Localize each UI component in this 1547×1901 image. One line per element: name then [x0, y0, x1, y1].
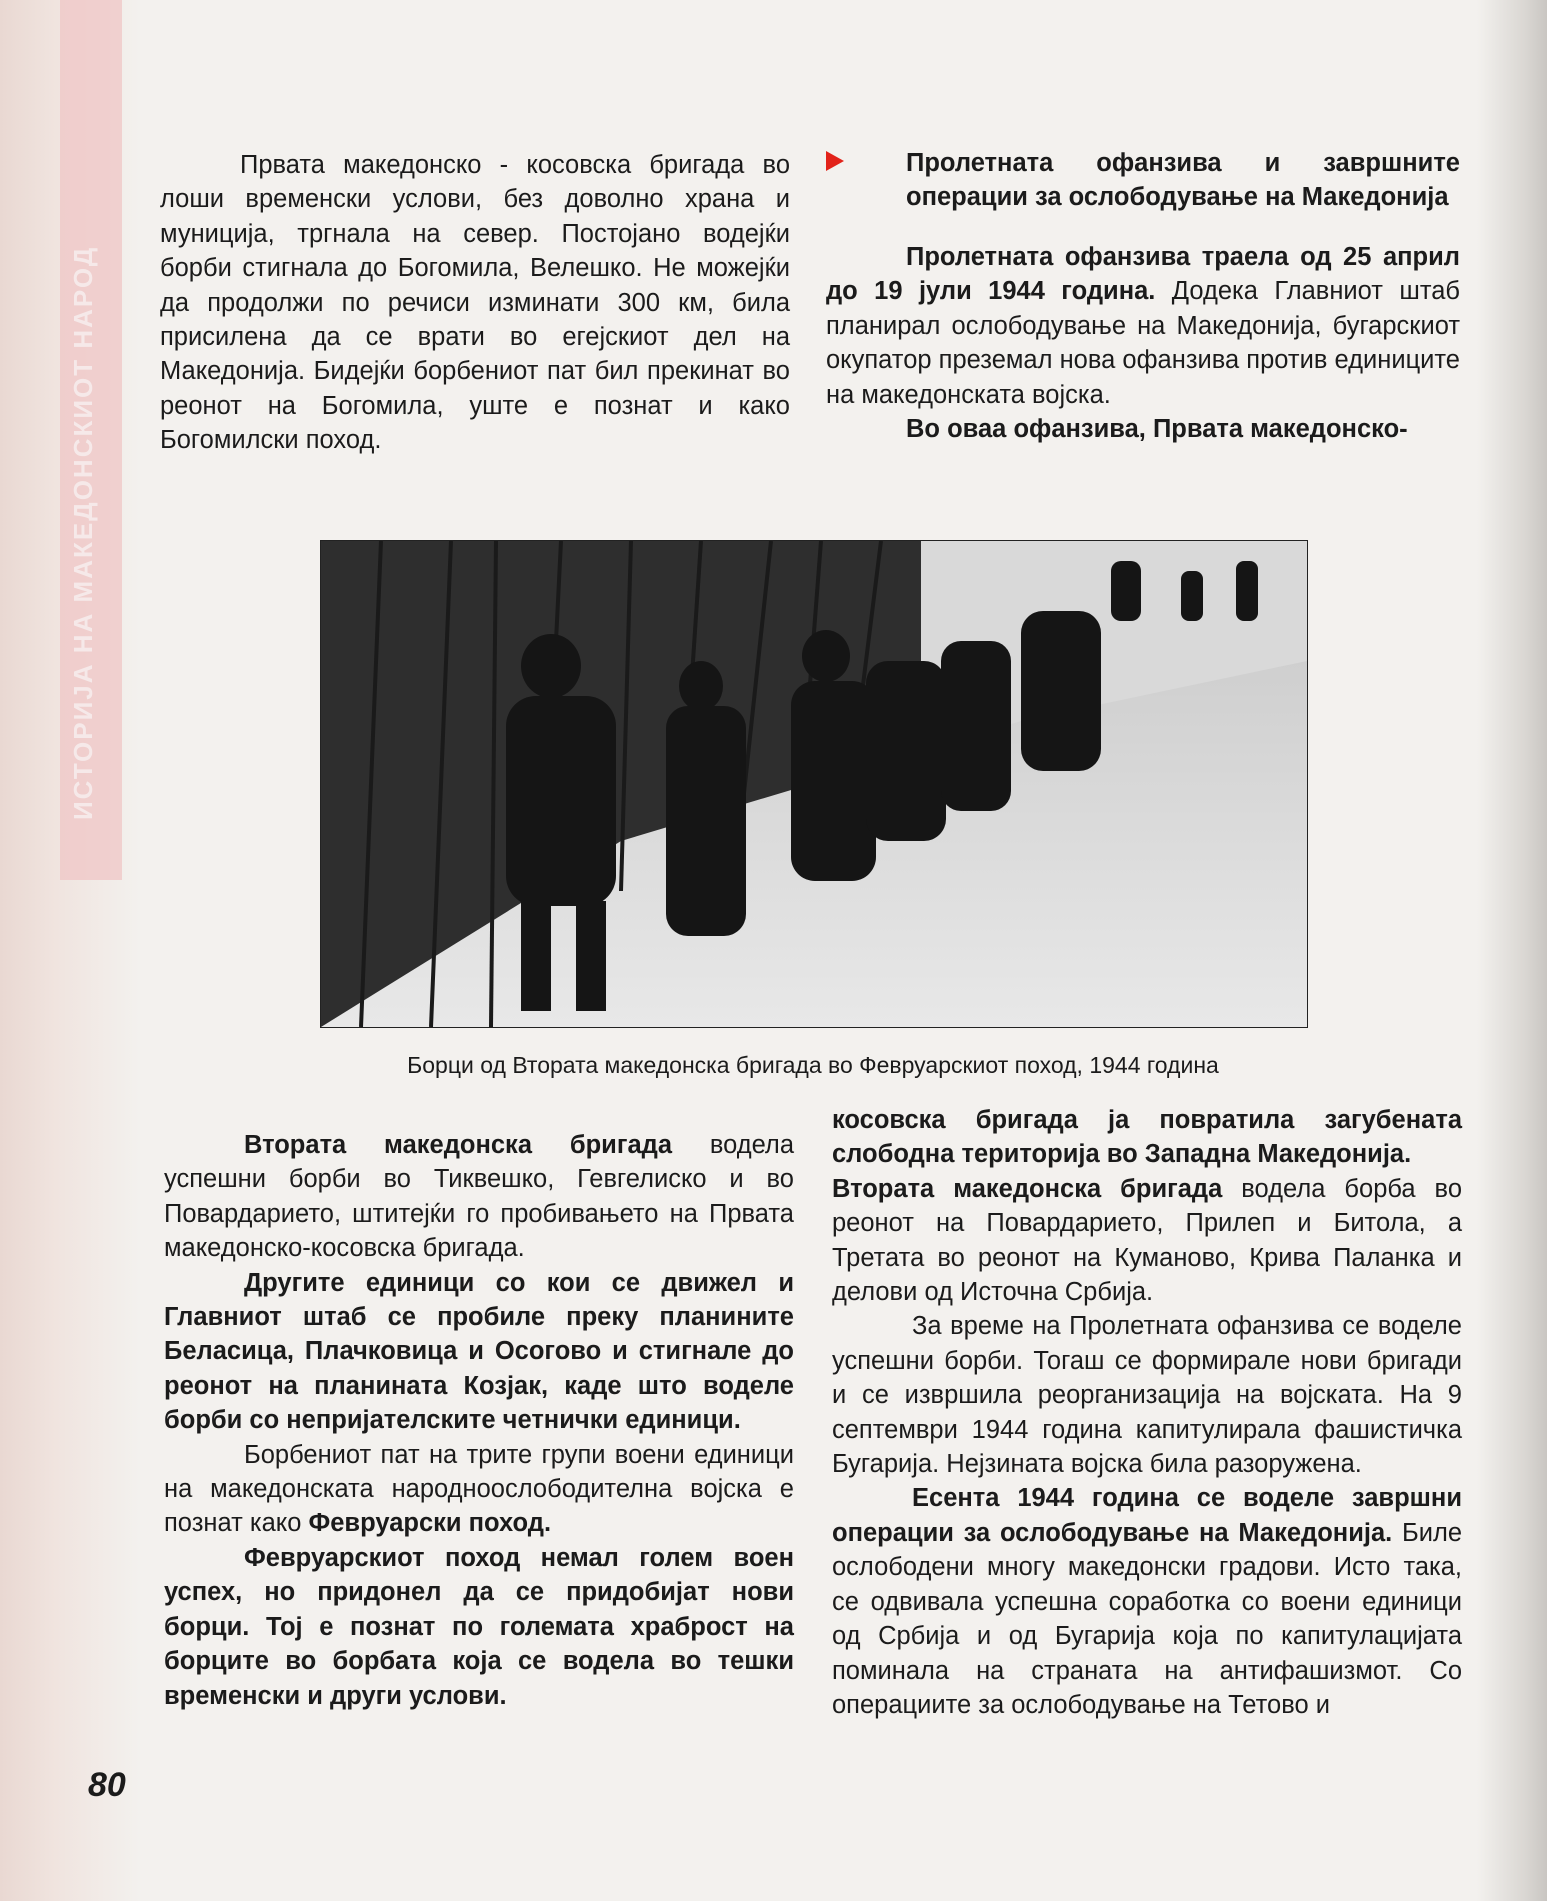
- left-top-paragraph: Првата македонско - косовска бригада во лоши временски услови, без доволно храна и муниција, тргнала на север. Постојано водејќи борби стигнала до Богомила, Велешко. Не можејќи да продолжи по речиси изминати 300 км, била присилена да се врати во егејскиот дел на Македонија. Бидејќи борбениот пат бил прекинат во реонот на Богомила, уште е познат и како Богомилски поход.: [160, 151, 790, 455]
- page-edge-shadow: [1477, 0, 1547, 1901]
- second-brigade-area-paragraph: [832, 1172, 1462, 1310]
- left-bottom-column: [164, 1128, 794, 1713]
- right-top-paragraph-1: [826, 240, 1460, 412]
- right-top-column: [826, 240, 1460, 446]
- spring-offensive-paragraph: За време на Пролетната офанзива се воделе успешни борби. Тогаш се формирале нови бригади и се извршила реорганизација на војската. На 9 септември 1944 година капитулирала фашистичка Бугарија. Нејзината војска била разоружена.: [832, 1312, 1462, 1479]
- second-brigade-paragraph: [164, 1128, 794, 1266]
- section-heading: Пролетната офанзива и завршните операции за ослободување на Македонија: [906, 149, 1460, 211]
- photo-caption: Борци од Втората македонска бригада во Февруарскиот поход, 1944 година: [407, 1052, 1219, 1078]
- arrow-bullet-icon: [826, 151, 844, 171]
- historical-photo: [320, 540, 1308, 1028]
- autumn-operations-paragraph: [832, 1481, 1462, 1722]
- february-march-text: Борбениот пат на трите групи воени единици на македонската народноослободителна војска е познат како: [164, 1440, 794, 1538]
- kosovo-brigade-paragraph: косовска бригада ја повратила загубената слободна територија во Западна Македонија.: [832, 1106, 1462, 1169]
- offensive-dates-bold: Пролетната офанзива траела од 25 април до 19 јули 1944 година.: [826, 243, 1460, 306]
- other-units-paragraph: Другите единици со кои се движел и Главниот штаб се пробиле преку планините Беласица, Плачковица и Осогово и стигнале до реонот на планината Козјак, каде што воделе борби со непријателските четнички единици.: [164, 1268, 794, 1435]
- offensive-dates-rest: Додека Главниот штаб планирал ослободување на Македонија, бугарскиот окупатор преземал нова офанзива против единиците на македонската војска.: [826, 277, 1460, 409]
- side-band-title: ИСТОРИЈА НА МАКЕДОНСКИОТ НАРОД: [68, 245, 98, 820]
- right-top-paragraph-2: Во оваа офанзива, Првата македонско-: [906, 415, 1408, 444]
- second-brigade-area-bold: Втората македонска бригада: [832, 1174, 1223, 1203]
- february-march-paragraph: [164, 1438, 794, 1541]
- page-number: 80: [88, 1766, 126, 1804]
- photo-illustration: [321, 541, 1307, 1027]
- left-top-column: [160, 148, 790, 458]
- second-brigade-area-rest: водела борба во реонот на Повардарието, Прилеп и Битола, а Третата во реонот на Куманово, Крива Паланка и делови од Источна Србија.: [832, 1174, 1462, 1307]
- second-brigade-bold: Втората македонска бригада: [244, 1131, 673, 1159]
- february-march-summary: Февруарскиот поход немал голем воен успех, но придонел да се придобијат нови борци. Тој е познат по големата храброст на борците во борбата која се водела во тешки временски и други услови.: [164, 1543, 794, 1710]
- february-march-bold: Февруарски поход.: [308, 1509, 552, 1538]
- second-brigade-rest: водела успешни борби во Тиквешко, Гевгелиско и во Повардарието, штитејќи го пробивањето на Првата македонско-косовска бригада.: [164, 1131, 794, 1263]
- section-heading-block: [826, 146, 1460, 214]
- right-bottom-column: [832, 1103, 1462, 1722]
- autumn-operations-bold: Есента 1944 година се воделе завршни операции за ослободување на Македонија.: [832, 1484, 1462, 1547]
- autumn-operations-rest: Биле ослободени многу македонски градови. Исто така, се одвивала успешна соработка со воени единици од Србија и од Бугарија која по капитулацијата поминала на страната на антифашизмот. Со операциите за ослободување на Тетово и: [832, 1518, 1463, 1719]
